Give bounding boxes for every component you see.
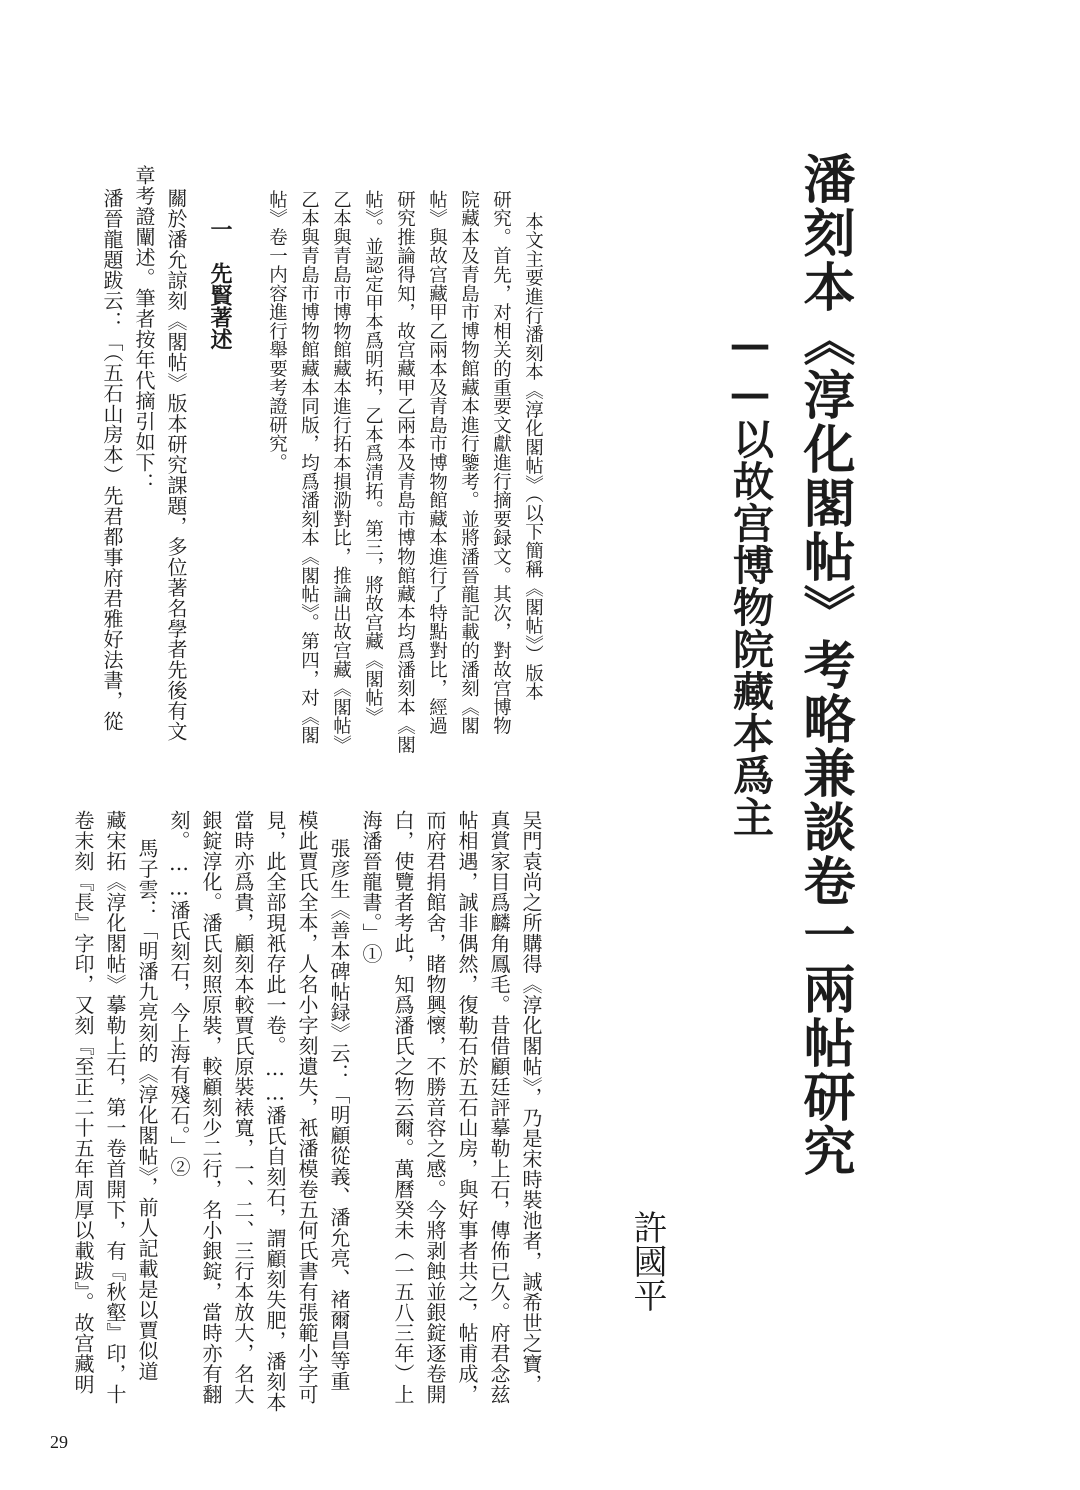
body-line: 藏宋拓《淳化閣帖》摹勒上石，第一卷首開下，有『秋壑』印，十: [103, 810, 127, 1405]
body-line: 帖相遇，誠非偶然，復勒石於五石山房，與好事者共之，帖甫成，: [455, 810, 479, 1405]
article-title: 潘刻本《淳化閣帖》考略兼談卷一兩帖研究: [794, 152, 855, 1178]
body-line: 馬子雲：「明潘九亮刻的《淳化閣帖》，前人記載是以賈似道: [135, 838, 159, 1382]
article-subtitle: ——以故宫博物院藏本爲主: [726, 320, 774, 838]
body-line: 白，使覽者考此，知爲潘氏之物云爾。萬曆癸未（一五八三年）上: [391, 810, 415, 1405]
body-line: 而府君捐館舍，睹物興懷，不勝音容之感。今將剥蝕並銀錠逐卷開: [423, 810, 447, 1405]
body-line: 刻。……潘氏刻石，今上海有殘石。」②: [167, 810, 191, 1177]
abstract-line: 乙本與青島市博物館藏本同版，均爲潘刻本《閣帖》。第四，对《閣: [298, 190, 320, 745]
body-line: 見，此全部現衹存此一卷。……潘氏自刻石，謂顧刻失肥，潘刻本: [263, 810, 287, 1413]
author-name: 許國平: [627, 1210, 667, 1312]
body-line: 張彦生《善本碑帖録》云：「明顧從義、潘允亮、褚爾昌等重: [327, 838, 351, 1392]
abstract-line: 帖》與故宫藏甲乙兩本及青島市博物館藏本進行了特點對比，經過: [426, 190, 448, 736]
page-number: 29: [50, 1432, 68, 1452]
body-line: 模此賈氏全本，人名小字刻遺失，衹潘模卷五何氏書有張範小字可: [295, 810, 319, 1405]
abstract-line: 本文主要進行潘刻本《淳化閣帖》（以下簡稱《閣帖》）版本: [522, 212, 544, 702]
body-line: 關於潘允諒刻《閣帖》版本研究課題，多位著名學者先後有文: [164, 188, 188, 742]
body-line: 銀錠淳化。潘氏刻照原裝，較顧刻少二行，名小銀錠，當時亦有翻: [199, 810, 223, 1405]
abstract-line: 帖》卷一内容進行舉要考證研究。: [266, 190, 288, 472]
body-line: 吴門袁尚之所購得《淳化閣帖》，乃是宋時裝池者，誠希世之寶，: [519, 810, 543, 1395]
abstract-line: 帖》。並認定甲本爲明拓，乙本爲清拓。第三，將故宫藏《閣帖》: [362, 190, 384, 726]
section-heading: 一 先賢著述: [207, 218, 233, 350]
body-line: 真賞家目爲麟角鳳毛。昔借顧廷評摹勒上石，傳佈已久。府君念兹: [487, 810, 511, 1405]
abstract-line: 院藏本及青島市博物館藏本進行鑒考。並將潘晉龍記載的潘刻《閣: [458, 190, 480, 736]
body-line: 海潘晉龍書。」①: [359, 810, 383, 964]
body-line: 當時亦爲貴，顧刻本較賈氏原裝裱寬，一、二、三行本放大，名大: [231, 810, 255, 1405]
abstract-line: 研究推論得知，故宫藏甲乙兩本及青島市博物館藏本均爲潘刻本《閣: [394, 190, 416, 754]
body-line: 潘晉龍題跋云：「（五石山房本）先君都事府君雅好法書，從: [100, 188, 124, 732]
abstract-line: 研究。首先，对相关的重要文獻進行摘要録文。其次，對故宫博物: [490, 190, 512, 736]
abstract-line: 乙本與青島市博物館藏本進行拓本損泐對比，推論出故宫藏《閣帖》: [330, 190, 352, 754]
body-line: 章考證闡述。筆者按年代摘引如下：: [132, 165, 156, 493]
body-line: 卷末刻『長』字印，又刻『至正二十五年周厚以載跋』。故宫藏明: [71, 810, 95, 1395]
